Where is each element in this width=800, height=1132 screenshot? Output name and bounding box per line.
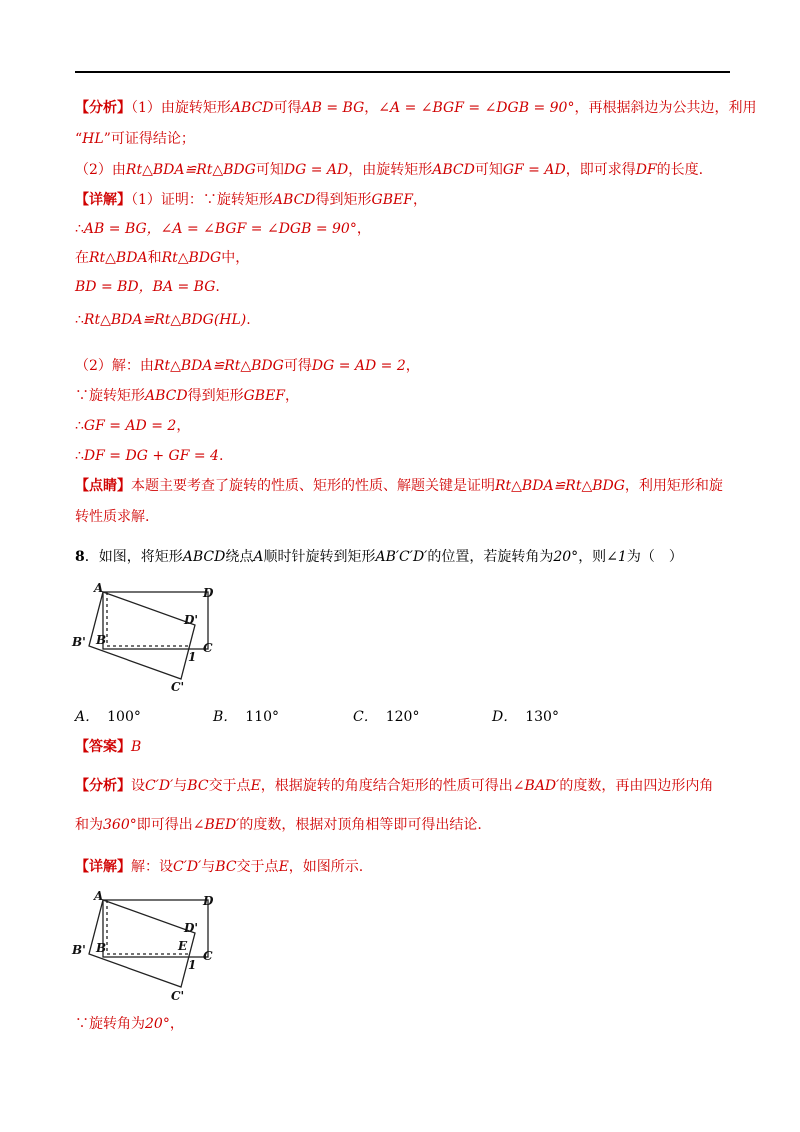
text: ， [176, 418, 191, 434]
label-d-prime: D' [184, 921, 199, 935]
math: Rt△BDA≌Rt△BDG [153, 358, 284, 374]
math: 360° [103, 817, 137, 833]
math: BD = BD，BA = BG [75, 279, 216, 295]
text: . [215, 279, 220, 295]
question-number: 8 [75, 549, 85, 565]
math: ∠BED′ [192, 817, 240, 833]
label-b-prime: B' [72, 943, 86, 957]
text: . [218, 448, 224, 464]
math: BC [187, 778, 209, 794]
text: 的度数，再由四边形内角 [559, 778, 714, 794]
choice-value: 120° [385, 709, 420, 725]
math: AB = BG，∠A = ∠BGF = ∠DGB = 90° [83, 221, 357, 237]
choice-value: 130° [525, 709, 559, 725]
math: ∠BAD′ [512, 778, 560, 794]
math: GBEF [243, 388, 286, 404]
text: （2）解：由 [75, 358, 154, 374]
text: ∴ [75, 418, 84, 434]
math: AB = BG [301, 100, 365, 116]
text: 与 [173, 778, 188, 794]
label-b: B [96, 941, 107, 955]
text: ∴ [75, 221, 84, 237]
math: GF = AD [502, 162, 566, 178]
label-b-prime: B' [72, 635, 86, 649]
math: Rt△BDA≌Rt△BDG [495, 478, 625, 494]
text: ， [356, 221, 371, 237]
label-c-prime: C' [171, 989, 185, 1003]
math: Rt△BDA [89, 250, 148, 266]
choice-label: A． [75, 709, 100, 725]
label-a: A [94, 889, 104, 903]
text: 解：设 [131, 859, 173, 875]
detail-label: 【详解】 [75, 192, 131, 208]
label-d: D [203, 894, 214, 908]
rotation-figure [70, 580, 230, 695]
analysis7-line1 [75, 98, 756, 118]
text: 可知 [255, 162, 284, 178]
label-c: C [203, 641, 213, 655]
text: 的长度. [656, 162, 704, 178]
answer-label: 【答案】 [75, 739, 131, 755]
detail7-line8 [75, 416, 190, 436]
label-d: D [203, 586, 214, 600]
text: 设 [131, 778, 145, 794]
detail8-line2 [75, 1014, 184, 1034]
math: ABCD [145, 388, 188, 404]
math: 20° [553, 549, 579, 565]
math: ∠1 [606, 549, 627, 565]
comment7-line2 [75, 507, 149, 527]
question8 [75, 547, 683, 567]
detail7-line6 [75, 356, 420, 376]
text: 中， [221, 250, 250, 266]
math: DG = AD [283, 162, 349, 178]
detail7-line5 [75, 310, 251, 330]
text: ，由旋转矩形 [348, 162, 433, 178]
math: DG = AD = 2 [311, 358, 406, 374]
text: 交于点 [208, 778, 251, 794]
text: ∴ [75, 448, 84, 464]
choice-c[interactable] [353, 706, 419, 726]
answer-value: B [131, 739, 142, 755]
detail-label: 【详解】 [75, 859, 131, 875]
text: 和 [147, 250, 162, 266]
detail7-line2 [75, 219, 371, 239]
choice-a[interactable] [75, 706, 141, 726]
text: ，即可求得 [565, 162, 636, 178]
detail7-line9 [75, 446, 223, 466]
analysis7-line2 [75, 129, 195, 149]
text: 的位置，若旋转角为 [427, 549, 554, 565]
label-angle-1: 1 [188, 958, 197, 972]
text: ，利用矩形和旋 [624, 478, 723, 494]
text: 交于点 [236, 859, 279, 875]
text: ， [364, 100, 379, 116]
detail7-line4 [75, 277, 220, 297]
text: ，再根据斜边为公共边，利用 [574, 100, 757, 116]
text: 得到矩形 [187, 388, 244, 404]
text: ， [405, 358, 420, 374]
text: 可得 [273, 100, 302, 116]
math: HL [82, 131, 104, 147]
label-c: C [203, 949, 213, 963]
choice-label: C． [353, 709, 378, 725]
text: ．如图，将矩形 [84, 549, 183, 565]
text: ， [169, 1016, 184, 1032]
label-d-prime: D' [184, 613, 199, 627]
math: 20° [145, 1016, 170, 1032]
comment7-line1 [75, 476, 723, 496]
text: ，则 [578, 549, 607, 565]
text: （1）证明：∵旋转矩形 [131, 192, 273, 208]
answer8 [75, 737, 141, 757]
text: 绕点 [225, 549, 254, 565]
rotation-figure-with-e [70, 888, 230, 1006]
choice-value: 100° [107, 709, 141, 725]
analysis8-line1 [75, 776, 713, 796]
math: E [278, 859, 289, 875]
header-rule [75, 71, 730, 73]
text: ，如图所示. [288, 859, 364, 875]
math: BC [215, 859, 237, 875]
detail7-line7 [75, 386, 299, 406]
detail7-line1 [75, 190, 427, 210]
label-c-prime: C' [171, 680, 185, 694]
analysis-label: 【分析】 [75, 100, 131, 116]
analysis-label: 【分析】 [75, 778, 131, 794]
math: ABCD [182, 549, 226, 565]
text: ∵旋转矩形 [75, 388, 145, 404]
text: 顺时针旋转到矩形 [263, 549, 376, 565]
math: AB′C′D′ [375, 549, 428, 565]
text: ， [412, 192, 427, 208]
label-angle-1: 1 [188, 650, 197, 664]
text: “ [75, 131, 83, 147]
text: ∴ [75, 312, 84, 328]
choice-b[interactable] [213, 706, 279, 726]
label-b: B [96, 633, 107, 647]
choice-value: 110° [245, 709, 280, 725]
math: GBEF [371, 192, 413, 208]
text: 为（ ） [626, 549, 683, 565]
math: DF = DG + GF = 4 [83, 448, 219, 464]
label-e: E [178, 939, 188, 953]
text: 的度数，根据对顶角相等即可得出结论. [239, 817, 482, 833]
math: Rt△BDG [161, 250, 222, 266]
text: ， [285, 388, 300, 404]
math: ABCD [272, 192, 316, 208]
text: . [246, 312, 251, 328]
math: DF [635, 162, 657, 178]
text: ”可证得结论； [103, 131, 195, 147]
math: A [253, 549, 264, 565]
text: 可得 [283, 358, 312, 374]
math: Rt△BDA≌Rt△BDG [125, 162, 256, 178]
text: 得到矩形 [315, 192, 372, 208]
label-a: A [94, 581, 104, 595]
math: E [250, 778, 261, 794]
text: 可知 [474, 162, 503, 178]
math: ∠A = ∠BGF = ∠DGB = 90° [378, 100, 575, 116]
text: 在 [75, 250, 89, 266]
math: ABCD [230, 100, 274, 116]
math: C′D′ [173, 859, 202, 875]
math: Rt△BDA≌Rt△BDG(HL) [83, 312, 247, 328]
text: （1）由旋转矩形 [131, 100, 231, 116]
detail7-line3 [75, 248, 249, 268]
text: 本题主要考查了旋转的性质、矩形的性质、解题关键是证明 [131, 478, 495, 494]
text: ∵旋转角为 [75, 1016, 145, 1032]
text: （2）由 [75, 162, 126, 178]
math: GF = AD = 2 [83, 418, 177, 434]
analysis7-line3 [75, 160, 703, 180]
text: 转性质求解. [75, 509, 150, 525]
choice-label: B． [213, 709, 238, 725]
choice-d[interactable] [492, 706, 559, 726]
text: 和为 [75, 817, 103, 833]
math: ABCD [432, 162, 475, 178]
math: C′D′ [145, 778, 174, 794]
text: 即可得出 [136, 817, 193, 833]
choice-label: D． [492, 709, 518, 725]
text: 与 [201, 859, 216, 875]
detail8-line1 [75, 857, 363, 877]
comment-label: 【点睛】 [75, 478, 131, 494]
analysis8-line2 [75, 815, 482, 835]
text: ，根据旋转的角度结合矩形的性质可得出 [260, 778, 513, 794]
